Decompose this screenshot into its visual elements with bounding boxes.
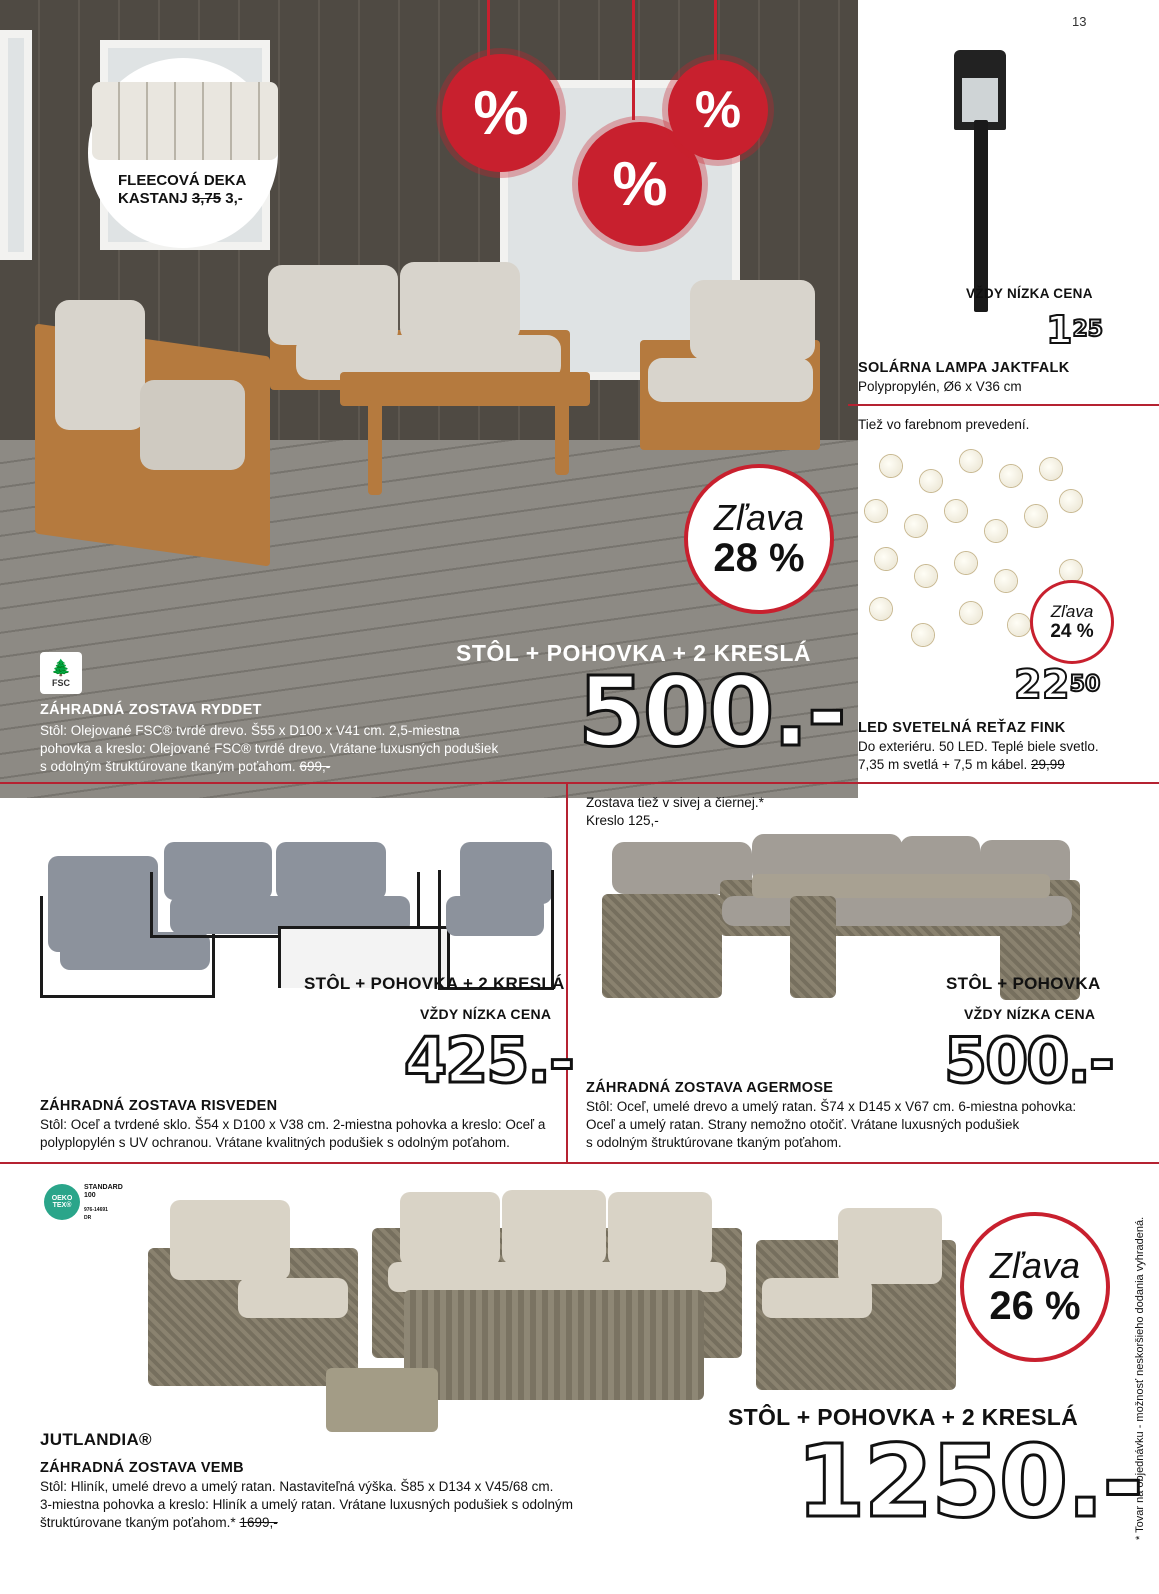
- old-price: 29,99: [1030, 757, 1065, 772]
- big-price: 1250.-: [796, 1423, 1142, 1540]
- percent-tag: %: [668, 60, 768, 160]
- lamp-pole: [974, 120, 988, 312]
- armchair-cushion: [690, 280, 815, 360]
- color-note: Tiež vo farebnom prevedení.: [858, 417, 1030, 432]
- blanket-label: FLEECOVÁ DEKA KASTANJ 3,75 3,-: [118, 172, 247, 207]
- new-price: 3,-: [225, 190, 243, 207]
- sofa-back-cushion: [400, 262, 520, 342]
- lights-price: $22^{50}$: [1014, 662, 1101, 708]
- discount-badge: Zľava 24 %: [1030, 580, 1114, 664]
- fsc-logo: 🌲 FSC: [40, 652, 82, 694]
- product-description: Stôl: Oceľ, umelé drevo a umelý ratan. Š74 x D145 x V67 cm. 6-miestna pohovka: Oceľ a umelý ratan. Strany nemožno otočiť. Vrátane luxusných podušiek s odolným štruktúrovane tkaným poťahom.: [586, 1099, 1077, 1150]
- brand-label: JUTLANDIA®: [40, 1430, 152, 1449]
- big-price: 500.-: [944, 1024, 1113, 1097]
- percent-tag: %: [578, 122, 702, 246]
- table-leg: [368, 400, 382, 495]
- old-price: 1699,-: [239, 1515, 278, 1530]
- price-badge: VŽDY NÍZKA CENA: [964, 1006, 1096, 1022]
- sofa-back-cushion: [268, 265, 398, 345]
- product-title: ZÁHRADNÁ ZOSTAVA AGERMOSE: [586, 1080, 834, 1096]
- product-description: Stôl: Hliník, umelé drevo a umelý ratan. Nastaviteľná výška. Š85 x D134 x V45/68 cm. 3-miestna pohovka a kreslo: Hliník a umelý ratan. Vrátane luxusných podušiek s odolným štruktúrovane tkaným poťahom.* 1699,-: [40, 1479, 574, 1530]
- product-description: Polypropylén, Ø6 x V36 cm: [858, 379, 1022, 394]
- window-left: [0, 30, 32, 260]
- big-price: 425.-: [404, 1024, 573, 1097]
- page-number: 13: [1072, 14, 1087, 29]
- oeko-tex-logo: OEKO TEX®: [44, 1184, 80, 1220]
- armchair-cushion: [648, 358, 813, 402]
- price-badge: VŽDY NÍZKA CENA: [966, 286, 1093, 301]
- table-leg: [555, 400, 569, 475]
- divider: [0, 1162, 1159, 1164]
- oeko-tex-standard: STANDARD 100 976-14691 DR: [84, 1184, 123, 1221]
- lamp-glass: [962, 78, 998, 122]
- product-title: ZÁHRADNÁ ZOSTAVA RISVEDEN: [40, 1098, 278, 1114]
- fleece-blanket-image: [92, 82, 278, 160]
- set-headline: STÔL + POHOVKA: [946, 974, 1101, 993]
- discount-badge: Zľava 26 %: [960, 1212, 1110, 1362]
- tag-string: [632, 0, 635, 120]
- set-headline: STÔL + POHOVKA + 2 KRESLÁ: [728, 1404, 1079, 1430]
- product-title: ZÁHRADNÁ ZOSTAVA RYDDET: [40, 702, 262, 718]
- product-description: Do exteriéru. 50 LED. Teplé biele svetlo. 7,35 m svetlá + 7,5 m kábel. 29,99: [858, 739, 1099, 772]
- product-description: Stôl: Olejované FSC® tvrdé drevo. Š55 x D100 x V41 cm. 2,5-miestna pohovka a kreslo: Olejované FSC® tvrdé drevo. Vrátane luxusných podušiek s odolným štruktúrovane tkaným poťahom. 699,-: [40, 723, 499, 774]
- divider: [848, 404, 1159, 406]
- product-description: Stôl: Oceľ a tvrdené sklo. Š54 x D100 x V38 cm. 2-miestna pohovka a kreslo: Oceľ a polyplopylén s UV ochranou. Vrátane kvalitných podušiek s odolným poťahom.: [40, 1117, 546, 1150]
- color-note: Zostava tiež v sivej a čiernej.* Kreslo 125,-: [586, 795, 764, 828]
- product-title: LED SVETELNÁ REŤAZ FINK: [858, 720, 1066, 736]
- tag-string: [714, 0, 717, 60]
- divider: [566, 784, 568, 1162]
- tag-string: [487, 0, 490, 62]
- hero-photo: [0, 0, 858, 798]
- old-price: 3,75: [191, 190, 222, 207]
- discount-badge: Zľava 28 %: [684, 464, 834, 614]
- set-headline: STÔL + POHOVKA + 2 KRESLÁ: [456, 640, 812, 666]
- footnote: * Tovar na objednávku - možnosť neskoršieho dodania vyhradená.: [1134, 1216, 1146, 1540]
- lamp-price: $1^{25}$: [1046, 308, 1104, 352]
- armchair-cushion: [55, 300, 145, 430]
- price-badge: VŽDY NÍZKA CENA: [420, 1006, 552, 1022]
- divider: [0, 782, 1159, 784]
- old-price: 699,-: [299, 759, 331, 774]
- big-price: 500.-: [578, 656, 845, 768]
- percent-tag: %: [442, 54, 560, 172]
- product-title: ZÁHRADNÁ ZOSTAVA VEMB: [40, 1460, 244, 1476]
- set-headline: STÔL + POHOVKA + 2 KRESLÁ: [304, 974, 565, 993]
- throw-blanket: [140, 380, 245, 470]
- product-title: SOLÁRNA LAMPA JAKTFALK: [858, 360, 1070, 376]
